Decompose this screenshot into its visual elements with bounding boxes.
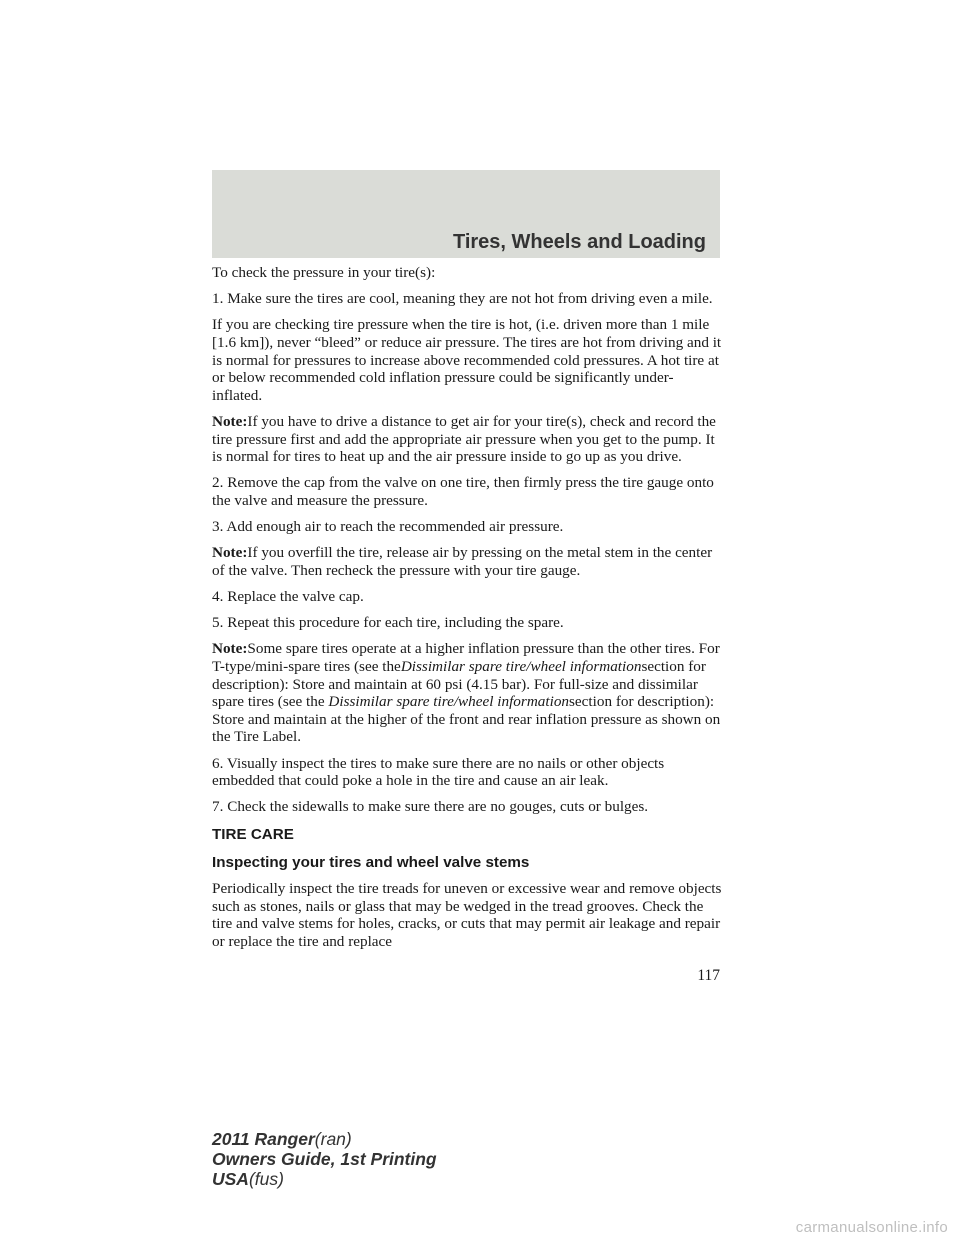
footer-model: 2011 Ranger: [212, 1129, 315, 1149]
step-5: 5. Repeat this procedure for each tire, including the spare.: [212, 614, 564, 632]
page-number: 117: [697, 967, 720, 984]
print-footer: [212, 1129, 437, 1189]
step-3: 3. Add enough air to reach the recommended air pressure.: [212, 518, 564, 536]
page-content: [212, 264, 722, 959]
intro-paragraph: To check the pressure in your tire(s):: [212, 264, 436, 281]
note-3-text-b: section for description): Store and maintain at 60 psi (4.15 bar). For full-size and dissimilar spare tires (see the: [212, 658, 706, 711]
note-label: Note:: [212, 544, 248, 562]
note-1-text: If you have to drive a distance to get air for your tire(s), check and record the tire pressure first and add the appropriate air pressure when you get to the pump. It is normal for tires to heat up and the air pressure inside to go up as you drive.: [212, 412, 716, 466]
note-1: [212, 413, 722, 466]
section-title: Tires, Wheels and Loading: [452, 231, 706, 253]
footer-line-3: [212, 1169, 437, 1189]
note-2: [212, 544, 722, 579]
step-4: 4. Replace the valve cap.: [212, 588, 364, 606]
step-2: 2. Remove the cap from the valve on one tire, then firmly press the tire gauge onto the valve and measure the pressure.: [212, 474, 714, 509]
tire-care-heading: TIRE CARE: [212, 825, 294, 843]
footer-market: USA: [212, 1169, 249, 1189]
hot-tire-paragraph: If you are checking tire pressure when the tire is hot, (i.e. driven more than 1 mile [1.6 km]), never “bleed” or reduce air pressure. The tires are hot from driving and it is normal for pressures to increase above recommended cold pressures. A hot tire at or below recommended cold inflation pressure could be significantly under-inflated.: [212, 316, 722, 404]
footer-line-2: [212, 1149, 437, 1169]
dissimilar-spare-reference: Dissimilar spare tire/wheel information: [328, 693, 570, 711]
note-3-text-c: section for description): Store and maintain at the higher of the front and rear inflation pressure as shown on the Tire Label.: [212, 693, 721, 746]
inspecting-subheading: Inspecting your tires and wheel valve stems: [212, 853, 530, 871]
note-2-text: If you overfill the tire, release air by pressing on the metal stem in the center of the valve. Then recheck the pressure with your tire gauge.: [212, 544, 713, 579]
footer-line-1: [212, 1129, 437, 1149]
dissimilar-spare-reference: Dissimilar spare tire/wheel information: [400, 658, 642, 676]
step-1: 1. Make sure the tires are cool, meaning they are not hot from driving even a mile.: [212, 290, 713, 308]
note-3: [212, 640, 722, 746]
footer-guide: Owners Guide, 1st Printing: [212, 1149, 437, 1169]
footer-model-code: (ran): [314, 1129, 352, 1149]
note-3-text-a: Some spare tires operate at a higher inflation pressure than the other tires. For T-type/mini-spare tires (see the: [212, 640, 720, 676]
note-label: Note:: [212, 640, 248, 658]
inspecting-paragraph: Periodically inspect the tire treads for uneven or excessive wear and remove objects such as stones, nails or glass that may be wedged in the tread grooves. Check the tire and valve stems for holes, cracks, or cuts that may permit air leakage and repair or replace the tire and replace: [212, 880, 722, 950]
step-6: 6. Visually inspect the tires to make sure there are no nails or other objects embedded that could poke a hole in the tire and cause an air leak.: [212, 754, 665, 790]
watermark: carmanualsonline.info: [795, 1219, 948, 1236]
footer-market-code: (fus): [248, 1169, 284, 1189]
section-header-band: [212, 170, 720, 258]
step-7: 7. Check the sidewalls to make sure there are no gouges, cuts or bulges.: [212, 798, 649, 816]
note-label: Note:: [212, 412, 248, 430]
